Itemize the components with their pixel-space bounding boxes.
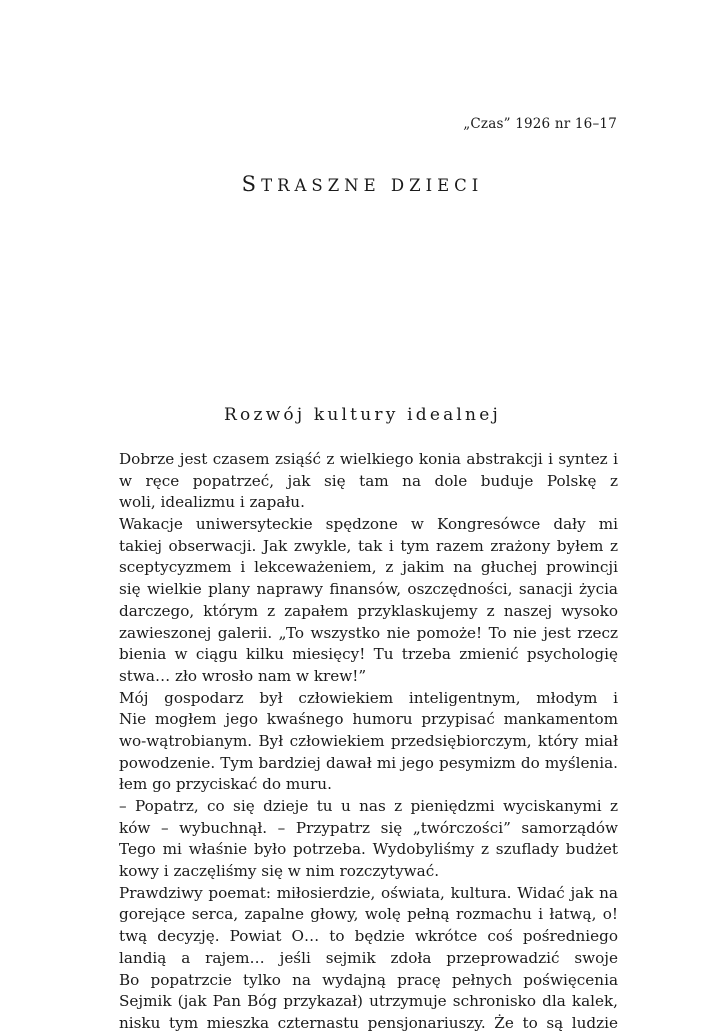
text-line: bienia w ciągu kilku miesięcy! Tu trzeba zmienić psychologię bbox=[119, 645, 618, 664]
paragraph bbox=[100, 796, 618, 839]
text-line: Prawdziwy poemat: miłosierdzie, oświata, kultura. Widać jak na bbox=[119, 883, 618, 902]
text-line: Sejmik (jak Pan Bóg przykazał) utrzymuje schronisko dla kalek, bbox=[119, 992, 618, 1011]
text-line: Wakacje uniwersyteckie spędzone w Kongresówce dały mi bbox=[119, 515, 618, 534]
text-line: stwa… zło wrosło nam w krew!” bbox=[119, 666, 367, 685]
text-line: – Popatrz, co się dzieje tu u nas z pieniędzmi wyciskanymi z bbox=[119, 797, 618, 815]
text-line: Dobrze jest czasem zsiąść z wielkiego konia abstrakcji i syntez i bbox=[119, 450, 618, 468]
source-citation: „Czas” 1926 nr 16–17 bbox=[463, 116, 617, 132]
text-line: zawieszonej galerii. „To wszystko nie pomoże! To nie jest rzecz bbox=[119, 623, 618, 642]
text-line: Mój gospodarz był człowiekiem inteligentnym, młodym i bbox=[119, 688, 618, 707]
paragraph bbox=[100, 970, 618, 992]
text-line: wo-wątrobianym. Był człowiekiem przedsiębiorczym, który miał bbox=[119, 731, 618, 750]
text-line: się wielkie plany naprawy finansów, oszczędności, sanacji życia bbox=[119, 580, 618, 599]
text-line: nisku tym mieszka czternastu pensjonariuszy. Że to są ludzie bbox=[119, 1013, 618, 1032]
text-line: Bo popatrzcie tylko na wydajną pracę pełnych poświęcenia bbox=[119, 970, 618, 989]
paragraph bbox=[100, 688, 618, 796]
text-line: powodzenie. Tym bardziej dawał mi jego pesymizm do myślenia. bbox=[119, 753, 618, 772]
paragraph bbox=[100, 449, 618, 514]
chapter-title bbox=[0, 172, 725, 196]
text-line: Nie mogłem jego kwaśnego humoru przypisać mankamentom bbox=[119, 710, 618, 729]
text-line: darczego, którym z zapałem przyklaskujemy z naszej wysoko bbox=[119, 601, 618, 620]
text-line: łem go przyciskać do muru. bbox=[119, 775, 332, 794]
body-text bbox=[100, 449, 618, 1035]
text-line: landią a rajem… jeśli sejmik zdoła przeprowadzić swoje bbox=[119, 948, 618, 967]
title-small-caps: TRASZNE DZIECI bbox=[261, 176, 484, 195]
text-line: ków – wybuchnął. – Przypatrz się „twórczości” samorządów bbox=[119, 818, 618, 837]
text-line: takiej obserwacji. Jak zwykle, tak i tym razem zrażony byłem z bbox=[119, 536, 618, 555]
paragraph bbox=[100, 514, 618, 688]
text-line: Tego mi właśnie było potrzeba. Wydobyliśmy z szuflady budżet bbox=[119, 840, 618, 859]
text-line: woli, idealizmu i zapału. bbox=[119, 493, 305, 512]
text-line: w ręce popatrzeć, jak się tam na dole buduje Polskę z bbox=[119, 471, 618, 490]
paragraph bbox=[100, 991, 618, 1034]
text-line: gorejące serca, zapalne głowy, wolę pełną rozmachu i łatwą, o! bbox=[119, 905, 618, 924]
text-line: kowy i zaczęliśmy się w nim rozczytywać. bbox=[119, 862, 440, 881]
text-line: sceptycyzmem i lekceważeniem, z jakim na głuchej prowincji bbox=[119, 558, 618, 577]
paragraph bbox=[100, 839, 618, 882]
title-initial: S bbox=[241, 172, 262, 196]
section-subtitle: Rozwój kultury idealnej bbox=[224, 405, 501, 425]
text-line: twą decyzję. Powiat O… to będzie wkrótce coś pośredniego bbox=[119, 927, 618, 946]
paragraph bbox=[100, 883, 618, 970]
